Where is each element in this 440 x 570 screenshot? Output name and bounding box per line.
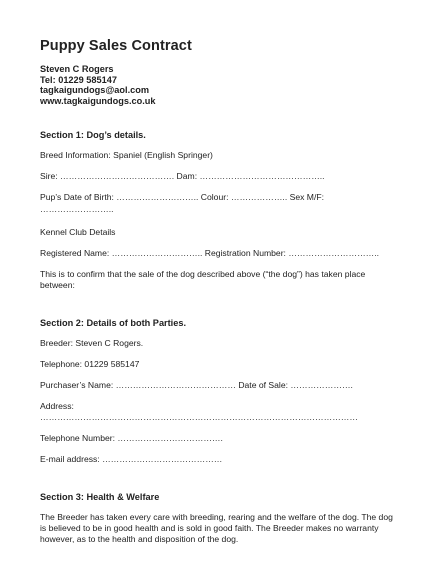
breeder-telephone: Telephone: 01229 585147 — [40, 359, 140, 370]
email-address-field: E-mail address: …………………………………… — [40, 454, 223, 465]
health-welfare-text: The Breeder has taken every care with breeding, rearing and the welfare of the dog. The dog is believed to be in good health and is sold in good faith. The Breeder makes no warranty however, as to the health and disposition of the dog. — [40, 512, 393, 545]
breed-information: Breed Information: Spaniel (English Springer) — [40, 150, 213, 161]
kennel-club-details: Kennel Club Details — [40, 227, 116, 238]
registered-name-field: Registered Name: ………………………….. Registration Number: ………………………….. — [40, 248, 380, 259]
section-3-heading: Section 3: Health & Welfare — [40, 492, 160, 503]
address-line: ………………………………………………………………………………………………… — [40, 412, 358, 423]
contact-website: www.tagkaigundogs.co.uk — [40, 95, 156, 106]
section-1-heading: Section 1: Dog’s details. — [40, 130, 146, 141]
dob-colour-sex-continuation: …………………….. — [40, 204, 114, 215]
address-label: Address: — [40, 401, 74, 412]
sire-dam-field: Sire: …………………………………. Dam: …………………………………….. — [40, 171, 325, 182]
dob-colour-sex-field: Pup’s Date of Birth: ……………………….. Colour: ……………….. Sex M/F: — [40, 192, 324, 203]
contact-name: Steven C Rogers — [40, 64, 114, 74]
confirmation-text: This is to confirm that the sale of the dog described above (“the dog”) has taken place between: — [40, 269, 366, 291]
contact-email: tagkaigundogs@aol.com — [40, 85, 150, 96]
purchaser-name-field: Purchaser’s Name: …………………………………… Date of Sale: …………………. — [40, 380, 353, 391]
telephone-number-field: Telephone Number: ………………………………. — [40, 433, 223, 444]
contact-block — [40, 64, 400, 106]
document-title: Puppy Sales Contract — [40, 38, 192, 54]
section-2-heading: Section 2: Details of both Parties. — [40, 318, 187, 329]
contact-telephone: Tel: 01229 585147 — [40, 74, 117, 85]
contract-page — [40, 38, 400, 545]
breeder-name: Breeder: Steven C Rogers. — [40, 338, 144, 349]
